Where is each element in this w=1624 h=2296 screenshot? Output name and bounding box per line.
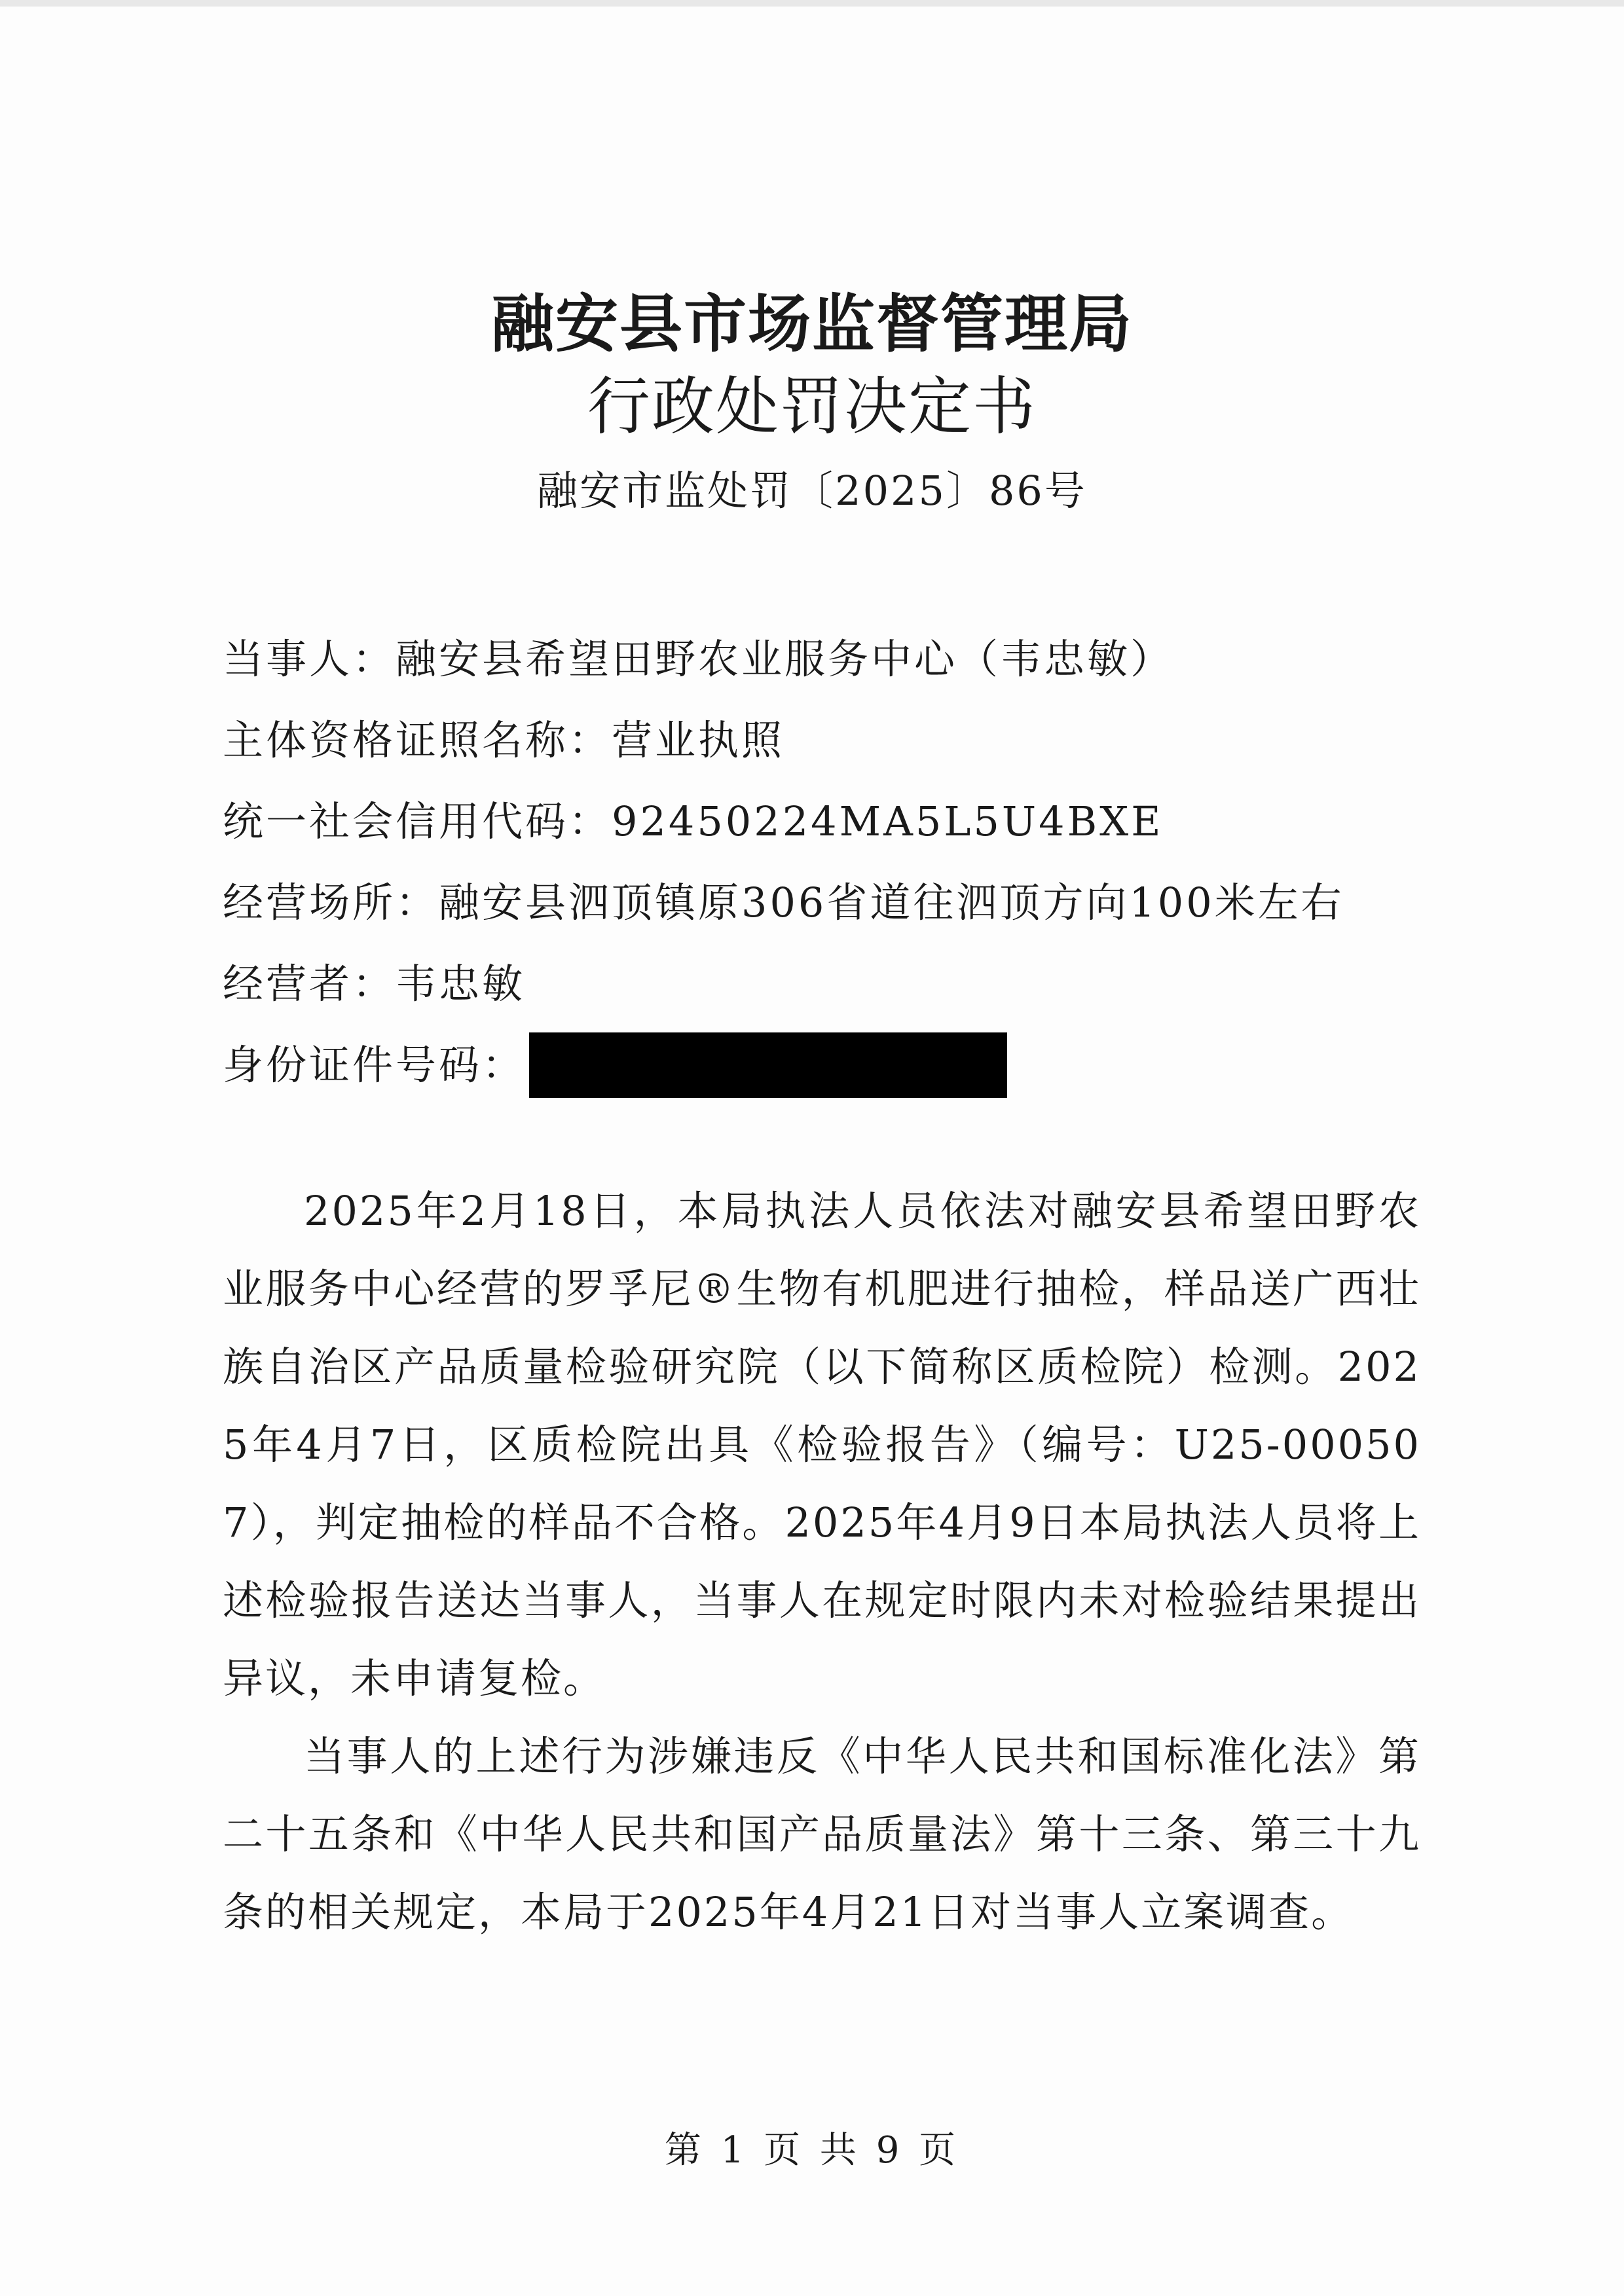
scan-edge — [0, 0, 1624, 7]
redaction-block — [529, 1032, 1007, 1098]
page-indicator: 第 1 页 共 9 页 — [664, 2129, 960, 2172]
credit-code-value: 92450224MA5L5U4BXE — [612, 797, 1164, 845]
credit-code-row — [223, 781, 1467, 862]
decision-body — [223, 1172, 1421, 1951]
document-type-title: 行政处罚决定书 — [587, 370, 1037, 443]
id-number-label: 身份证件号码： — [223, 1041, 526, 1089]
document-number: 融安市监处罚〔2025〕86号 — [537, 467, 1087, 515]
license-label: 主体资格证照名称： — [223, 716, 612, 764]
party-label: 当事人： — [223, 635, 396, 683]
operator-value: 韦忠敏 — [396, 960, 526, 1008]
location-value: 融安县泗顶镇原306省道往泗顶方向100米左右 — [439, 879, 1344, 926]
location-label: 经营场所： — [223, 879, 439, 926]
operator-label: 经营者： — [223, 960, 396, 1008]
id-number-row — [223, 1025, 1467, 1106]
location-row — [223, 862, 1467, 943]
party-value: 融安县希望田野农业服务中心（韦忠敏） — [396, 635, 1174, 683]
party-row — [223, 619, 1467, 700]
body-paragraph: 2025年2月18日，本局执法人员依法对融安县希望田野农业服务中心经营的罗孚尼®生物有机肥进行抽检，样品送广西壮族自治区产品质量检验研究院（以下简称区质检院）检测。2025年4月7日，区质检院出具《检验报告》（编号：U25-000507），判定抽检的样品不合格。2025年4月9日本局执法人员将上述检验报告送达当事人，当事人在规定时限内未对检验结果提出异议，未申请复检。 — [223, 1187, 1421, 1702]
credit-code-label: 统一社会信用代码： — [223, 797, 612, 845]
operator-row — [223, 943, 1467, 1025]
license-row — [223, 700, 1467, 781]
body-paragraph: 当事人的上述行为涉嫌违反《中华人民共和国标准化法》第二十五条和《中华人民共和国产品质量法》第十三条、第三十九条的相关规定，本局于2025年4月21日对当事人立案调查。 — [223, 1732, 1421, 1936]
party-info-block — [223, 619, 1467, 1106]
license-value: 营业执照 — [612, 716, 785, 764]
issuing-authority-title: 融安县市场监督管理局 — [491, 287, 1133, 361]
